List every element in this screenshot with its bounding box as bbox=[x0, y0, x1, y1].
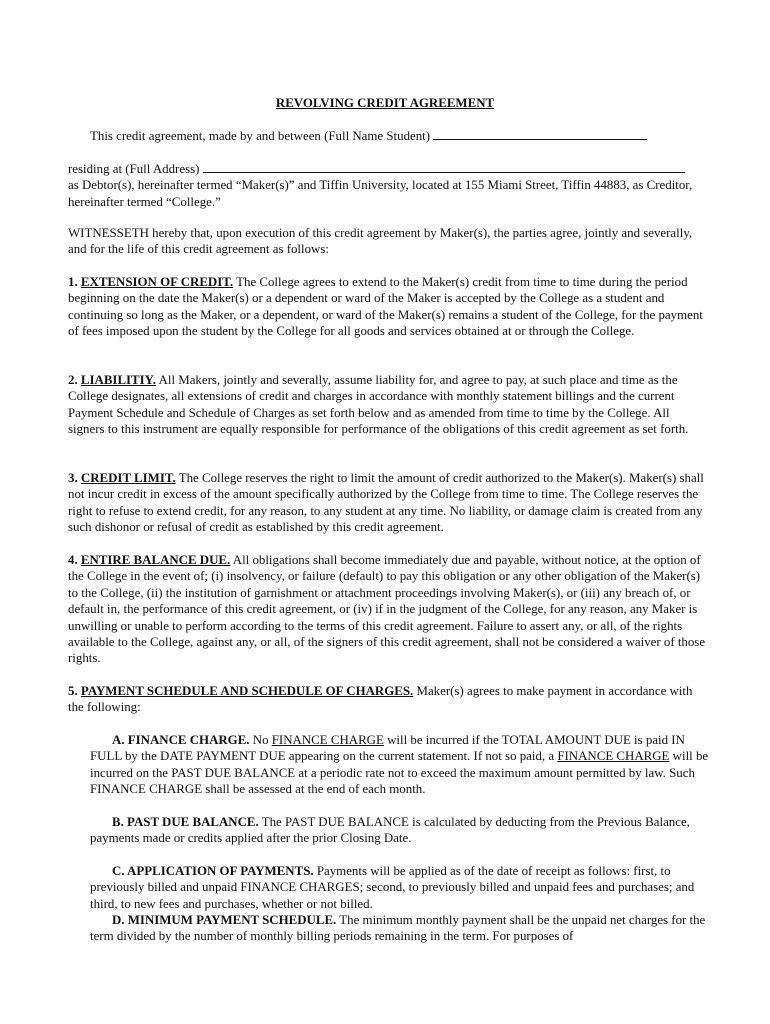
section-1-text: The College agrees to extend to the Maker(s) credit from time to time during the period beginning on the date the Maker(s) or a dependent or ward of the Maker is accepted by the College as a student and continuing so long as the Maker, or a dependent, or ward of the Maker(s) remains a student of the College, for the payment of fees imposed upon the student by the College for all goods and services obtained at or through the College. bbox=[68, 275, 703, 339]
residing-label: residing at (Full Address) bbox=[68, 162, 200, 176]
section-4-number: 4. bbox=[68, 553, 78, 567]
subsection-c-heading: C. APPLICATION OF PAYMENTS. bbox=[112, 864, 314, 878]
document-title: REVOLVING CREDIT AGREEMENT bbox=[275, 96, 495, 110]
subsection-a-label: A. bbox=[112, 733, 125, 747]
section-3-text: The College reserves the right to limit the amount of credit authorized to the Maker(s). Maker(s) shall not incur credit in excess of the amount specifically authorized by the College from time to time. The College reserves the right to refuse to extend credit, for any reason, to any student at any time. No liability, or damage claim is created from any such dishonor or refusal of credit as established by this credit agreement. bbox=[68, 471, 704, 535]
subsection-b bbox=[90, 814, 710, 847]
section-3-number: 3. bbox=[68, 471, 78, 485]
section-5-text: Maker(s) agrees to make payment in accordance with the following: bbox=[68, 684, 693, 715]
intro-paragraph bbox=[68, 160, 708, 210]
section-4-heading: ENTIRE BALANCE DUE. bbox=[80, 553, 231, 567]
section-3 bbox=[68, 470, 708, 536]
subsection-a bbox=[90, 732, 710, 798]
intro-rest: as Debtor(s), hereinafter termed “Maker(s)” and Tiffin University, located at 155 Miami Street, Tiffin 44883, as Creditor, hereinafter termed “College.” bbox=[68, 178, 693, 209]
subsection-a-text-2: will be incurred on the PAST DUE BALANCE at a periodic rate not to exceed the maximum amount permitted by law. Such FINANCE CHARGE shall be assessed at the end of each month. bbox=[90, 749, 709, 797]
subsection-d bbox=[90, 912, 710, 945]
subsection-a-heading: FINANCE CHARGE. bbox=[127, 733, 250, 747]
section-5-number: 5. bbox=[68, 684, 78, 698]
section-2-text: All Makers, jointly and severally, assume liability for, and agree to pay, at such place and time as the College designates, all extensions of credit and charges in accordance with monthly statement billings and the current Payment Schedule and Schedule of Charges as set forth below and as amended from time to time by the College. All signers to this instrument are equally responsible for performance of the obligations of this credit agreement as set forth. bbox=[68, 373, 689, 437]
subsection-b-heading: B. PAST DUE BALANCE. bbox=[112, 815, 259, 829]
subsection-b-text: The PAST DUE BALANCE is calculated by deducting from the Previous Balance, payments made or credits applied after the prior Closing Date. bbox=[90, 815, 690, 846]
student-name-field[interactable] bbox=[433, 127, 647, 140]
section-4 bbox=[68, 552, 708, 667]
section-4-text: All obligations shall become immediately due and payable, without notice, at the option of the College in the event of; (i) insolvency, or failure (default) to pay this obligation or any other obligation of the Maker(s) to the College, (ii) the institution of garnishment or attachment proceedings involving Maker(s), or (iii) any breach of, or default in, the performance of this credit agreement, or (iv) if in the judgment of the College, for any reason, any Maker is unwilling or unable to perform according to the terms of this credit agreement. Failure to assert any, or all, of the rights available to the College, against any, or all, of the signers of this credit agreement, shall not be considered a waiver of those rights. bbox=[68, 553, 706, 666]
address-field[interactable] bbox=[203, 160, 685, 173]
section-3-heading: CREDIT LIMIT. bbox=[80, 471, 176, 485]
witness-paragraph: WITNESSETH hereby that, upon execution of this credit agreement by Maker(s), the parties agree, jointly and severally, and for the life of this credit agreement as follows: bbox=[68, 226, 693, 257]
subsection-c-text: Payments will be applied as of the date of receipt as follows: first, to previously billed and unpaid FINANCE CHARGES; second, to previously billed and unpaid fees and purchases; and third, to new fees and purchases, whether or not billed. bbox=[90, 864, 695, 911]
finance-charge-term-2: FINANCE CHARGE bbox=[557, 749, 670, 764]
subsection-d-text: The minimum monthly payment shall be the unpaid net charges for the term divided by the number of monthly billing periods remaining in the term. For purposes of bbox=[90, 913, 706, 944]
subsection-d-heading: D. MINIMUM PAYMENT SCHEDULE. bbox=[112, 913, 337, 927]
finance-charge-term-1: FINANCE CHARGE bbox=[271, 733, 384, 747]
section-2-number: 2. bbox=[68, 373, 78, 387]
subsection-a-text-1: will be incurred if the TOTAL AMOUNT DUE is paid IN FULL by the DATE PAYMENT DUE appearing on the current statement. If not so paid, a bbox=[90, 733, 685, 764]
section-2-heading: LIABILITIY. bbox=[80, 373, 157, 387]
section-1-heading: EXTENSION OF CREDIT. bbox=[80, 275, 234, 289]
intro-line bbox=[68, 127, 708, 144]
section-5-heading: PAYMENT SCHEDULE AND SCHEDULE OF CHARGES. bbox=[80, 684, 414, 698]
intro-prefix: This credit agreement, made by and between (Full Name Student) bbox=[90, 129, 431, 143]
section-1 bbox=[68, 274, 708, 340]
subsection-a-no: No bbox=[252, 733, 269, 747]
section-1-number: 1. bbox=[68, 275, 78, 289]
section-2 bbox=[68, 372, 708, 438]
subsection-c bbox=[90, 863, 710, 912]
section-5 bbox=[68, 683, 708, 716]
